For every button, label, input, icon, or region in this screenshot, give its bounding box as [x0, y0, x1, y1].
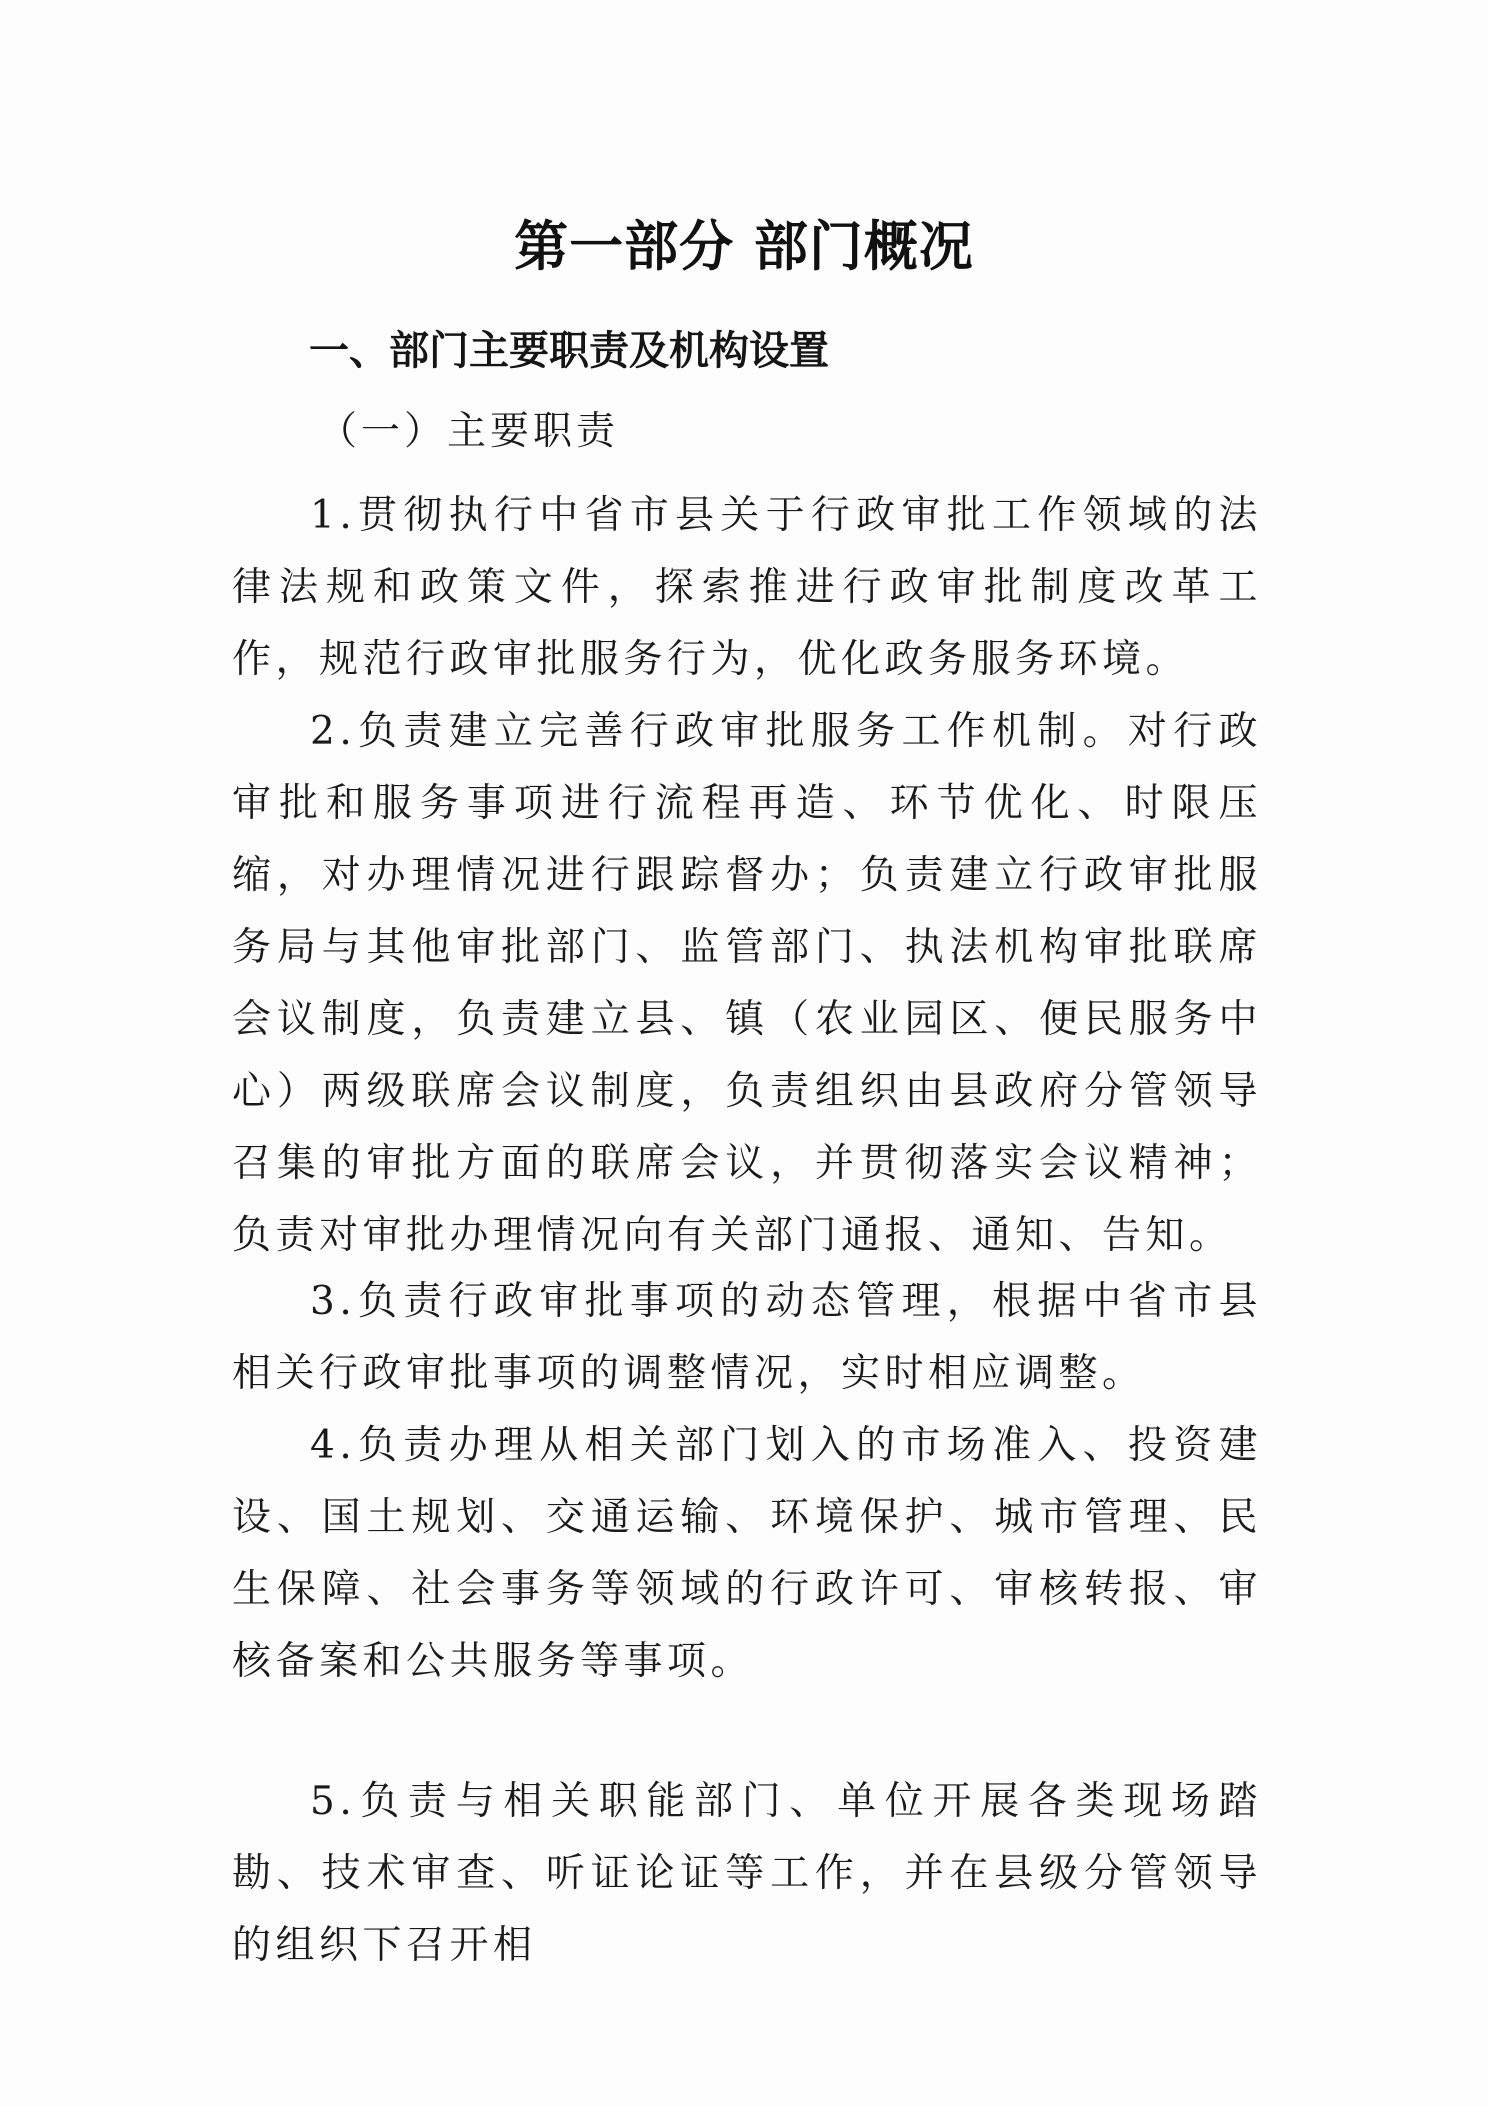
paragraph-duty-1: 1.贯彻执行中省市县关于行政审批工作领域的法律法规和政策文件，探索推进行政审批制度改革工作，规范行政审批服务行为，优化政务服务环境。 — [232, 493, 1262, 682]
subsection-heading: （一）主要职责 — [318, 409, 620, 454]
paragraph-duty-5: 5.负责与相关职能部门、单位开展各类现场踏勘、技术审查、听证论证等工作，并在县级分管领导的组织下召开相 — [232, 1779, 1262, 1968]
page-title: 第一部分 部门概况 — [514, 215, 974, 278]
section-heading: 一、部门主要职责及机构设置 — [309, 328, 829, 374]
paragraph-duty-4: 4.负责办理从相关部门划入的市场准入、投资建设、国土规划、交通运输、环境保护、城市管理、民生保障、社会事务等领域的行政许可、审核转报、审核备案和公共服务等事项。 — [232, 1423, 1262, 1684]
paragraph-duty-3: 3.负责行政审批事项的动态管理，根据中省市县相关行政审批事项的调整情况，实时相应调整。 — [232, 1279, 1262, 1396]
paragraph-duty-2: 2.负责建立完善行政审批服务工作机制。对行政审批和服务事项进行流程再造、环节优化、时限压缩，对办理情况进行跟踪督办；负责建立行政审批服务局与其他审批部门、监管部门、执法机构审批联席会议制度，负责建立县、镇（农业园区、便民服务中心）两级联席会议制度，负责组织由县政府分管领导召集的审批方面的联席会议，并贯彻落实会议精神；负责对审批办理情况向有关部门通报、通知、告知。 — [232, 709, 1262, 1258]
